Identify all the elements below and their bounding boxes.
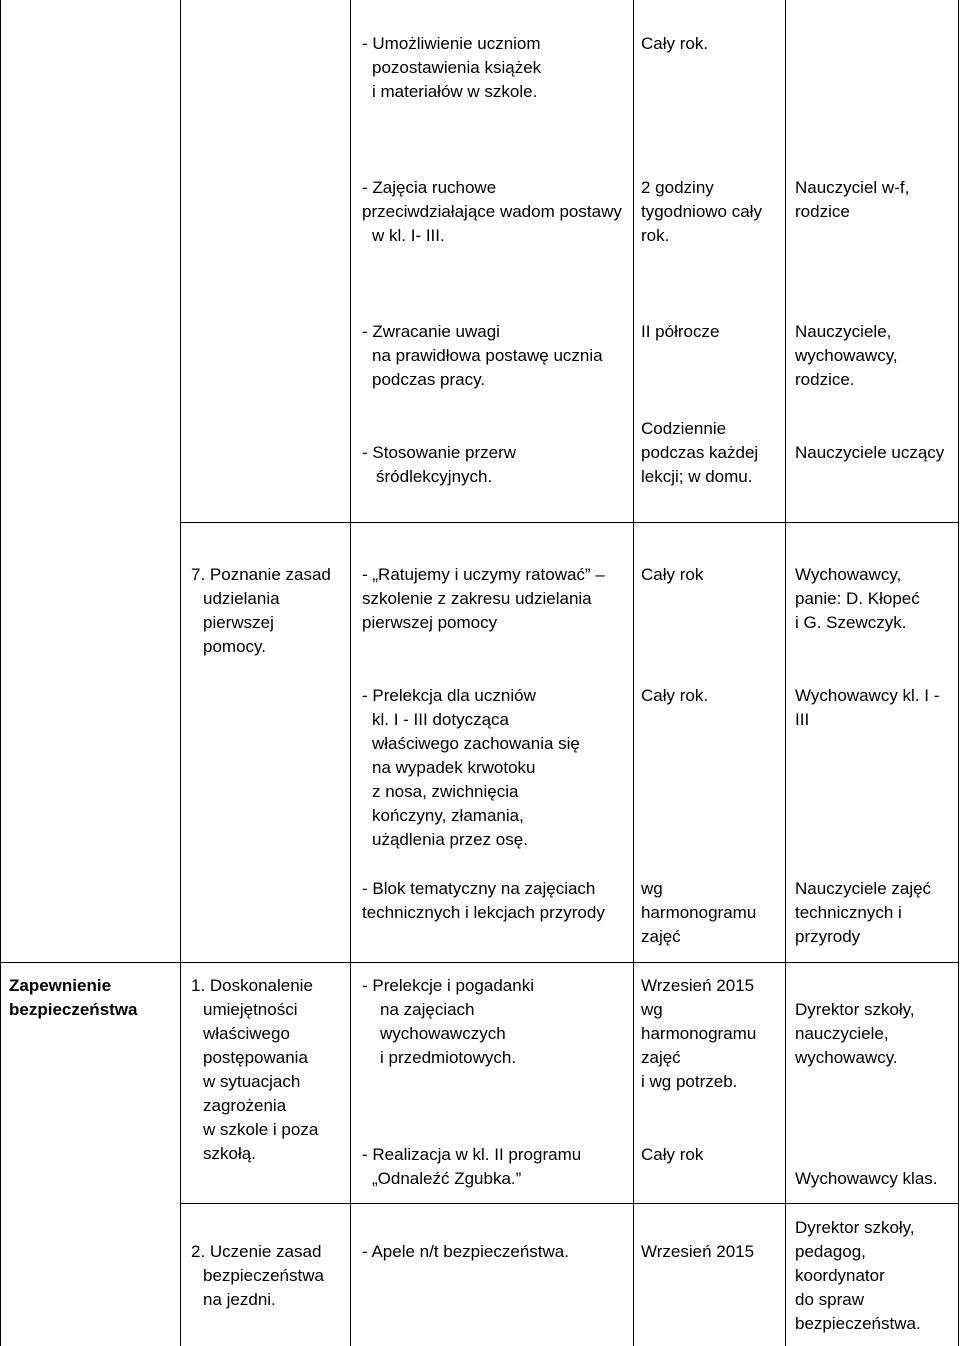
cell-line: tygodniowo cały bbox=[641, 202, 762, 221]
cell-line: 7. Poznanie zasad bbox=[191, 565, 331, 584]
cell-line: podczas każdej bbox=[641, 443, 759, 462]
table-cell-method bbox=[362, 441, 516, 489]
cell-line: zajęć bbox=[641, 927, 681, 946]
table-cell-task bbox=[191, 974, 318, 1166]
cell-line: koordynator bbox=[795, 1266, 885, 1285]
cell-line: - „Ratujemy i uczymy ratować” – bbox=[362, 565, 605, 584]
cell-line: Cały rok. bbox=[641, 34, 709, 53]
cell-line: i materiałów w szkole. bbox=[372, 82, 538, 101]
cell-line: Nauczyciele, bbox=[795, 322, 892, 341]
cell-line: z nosa, zwichnięcia bbox=[372, 782, 519, 801]
cell-line: wychowawcy, bbox=[795, 346, 898, 365]
table-cell-responsible bbox=[795, 1216, 921, 1336]
cell-line: bezpieczeństwa bbox=[203, 1266, 324, 1285]
table-cell-method bbox=[362, 1143, 581, 1191]
table-cell-responsible bbox=[795, 441, 944, 465]
cell-line: zajęć bbox=[641, 1048, 681, 1067]
column-divider-task-method bbox=[350, 0, 351, 1346]
table-cell-term bbox=[641, 1143, 703, 1167]
table-cell-responsible bbox=[795, 684, 939, 732]
cell-line: w szkole i poza bbox=[203, 1120, 319, 1139]
cell-line: „Odnaleźć Zgubka.” bbox=[372, 1169, 522, 1188]
table-cell-term bbox=[641, 320, 719, 344]
cell-line: technicznych i bbox=[795, 903, 902, 922]
cell-line: - Umożliwienie uczniom bbox=[362, 34, 541, 53]
table-cell-area bbox=[9, 974, 138, 1022]
table-cell-task bbox=[191, 1240, 324, 1312]
cell-line: harmonogramu bbox=[641, 1024, 757, 1043]
table-cell-method bbox=[362, 974, 534, 1070]
cell-line: wychowawcy. bbox=[795, 1048, 898, 1067]
cell-line: II półrocze bbox=[641, 322, 720, 341]
table-cell-responsible bbox=[795, 1143, 938, 1191]
cell-line: Wychowawcy klas. bbox=[795, 1169, 938, 1188]
cell-line: panie: D. Kłopeć bbox=[795, 589, 920, 608]
cell-line: Cały rok. bbox=[641, 686, 709, 705]
cell-line: na prawidłowa postawę ucznia bbox=[372, 346, 603, 365]
cell-line: - Stosowanie przerw bbox=[362, 443, 517, 462]
table-cell-term bbox=[641, 176, 762, 248]
cell-line: umiejętności bbox=[203, 1000, 298, 1019]
cell-line: rodzice bbox=[795, 202, 850, 221]
cell-line: 2 godziny bbox=[641, 178, 714, 197]
table-cell-method bbox=[362, 32, 541, 104]
row-divider-3 bbox=[180, 1203, 959, 1204]
cell-line: - Prelekcje i pogadanki bbox=[362, 976, 534, 995]
cell-line: - Realizacja w kl. II programu bbox=[362, 1145, 582, 1164]
cell-line: szkołą. bbox=[203, 1144, 256, 1163]
cell-line: użądlenia przez osę. bbox=[372, 830, 528, 849]
cell-line: Nauczyciel w-f, bbox=[795, 178, 910, 197]
cell-line: do spraw bbox=[795, 1290, 864, 1309]
cell-line: - Prelekcja dla uczniów bbox=[362, 686, 536, 705]
cell-line: - Zajęcia ruchowe bbox=[362, 178, 497, 197]
cell-line: pierwszej pomocy bbox=[362, 613, 498, 632]
cell-line: śródlekcyjnych. bbox=[376, 467, 493, 486]
table-cell-responsible bbox=[795, 998, 915, 1070]
cell-line: wychowawczych bbox=[380, 1024, 506, 1043]
cell-line: szkolenie z zakresu udzielania bbox=[362, 589, 592, 608]
cell-line: bezpieczeństwa. bbox=[795, 1314, 921, 1333]
table-cell-responsible bbox=[795, 320, 898, 392]
row-divider-1 bbox=[180, 522, 959, 523]
cell-line: wg bbox=[641, 1000, 663, 1019]
column-divider-method-term bbox=[633, 0, 634, 1346]
cell-line: na jezdni. bbox=[203, 1290, 276, 1309]
cell-line: Wrzesień 2015 bbox=[641, 1242, 755, 1261]
cell-line: na wypadek krwotoku bbox=[372, 758, 536, 777]
column-divider-term-resp bbox=[785, 0, 786, 1346]
table-cell-term bbox=[641, 32, 708, 56]
table-right-border bbox=[958, 0, 959, 1346]
cell-line: Nauczyciele zajęć bbox=[795, 879, 932, 898]
cell-line: technicznych i lekcjach przyrody bbox=[362, 903, 605, 922]
cell-line: Dyrektor szkoły, bbox=[795, 1000, 915, 1019]
cell-line: - Blok tematyczny na zajęciach bbox=[362, 879, 596, 898]
cell-line: pierwszej bbox=[203, 613, 274, 632]
table-cell-task bbox=[191, 563, 331, 659]
row-divider-2 bbox=[0, 962, 959, 963]
cell-line: - Zwracanie uwagi bbox=[362, 322, 500, 341]
cell-line: Zapewnienie bbox=[9, 976, 112, 995]
table-cell-method bbox=[362, 877, 605, 925]
cell-line: w sytuacjach bbox=[203, 1072, 301, 1091]
cell-line: Wychowawcy kl. I - bbox=[795, 686, 940, 705]
table-cell-method bbox=[362, 684, 580, 852]
cell-line: przyrody bbox=[795, 927, 861, 946]
table-cell-method bbox=[362, 563, 605, 635]
cell-line: bezpieczeństwa bbox=[9, 1000, 138, 1019]
cell-line: zagrożenia bbox=[203, 1096, 287, 1115]
cell-line: kończyny, złamania, bbox=[372, 806, 524, 825]
table-cell-responsible bbox=[795, 563, 920, 635]
table-cell-responsible bbox=[795, 176, 909, 224]
cell-line: przeciwdziałające wadom postawy bbox=[362, 202, 622, 221]
cell-line: 1. Doskonalenie bbox=[191, 976, 313, 995]
cell-line: Dyrektor szkoły, bbox=[795, 1218, 915, 1237]
table-left-border bbox=[0, 0, 1, 1346]
table-cell-term bbox=[641, 974, 756, 1094]
cell-line: Cały rok bbox=[641, 565, 704, 584]
cell-line: - Apele n/t bezpieczeństwa. bbox=[362, 1242, 569, 1261]
cell-line: i wg potrzeb. bbox=[641, 1072, 738, 1091]
cell-line: harmonogramu bbox=[641, 903, 757, 922]
cell-line: pozostawienia książek bbox=[372, 58, 542, 77]
table-cell-term bbox=[641, 417, 758, 489]
table-cell-term bbox=[641, 877, 756, 949]
cell-line: właściwego bbox=[203, 1024, 290, 1043]
table-cell-term bbox=[641, 563, 703, 587]
cell-line: Cały rok bbox=[641, 1145, 704, 1164]
cell-line: i G. Szewczyk. bbox=[795, 613, 907, 632]
cell-line: w kl. I- III. bbox=[372, 226, 445, 245]
cell-line: Nauczyciele uczący bbox=[795, 443, 945, 462]
cell-line: kl. I - III dotycząca bbox=[372, 710, 509, 729]
cell-line: pomocy. bbox=[203, 637, 266, 656]
table-cell-method bbox=[362, 176, 622, 248]
cell-line: postępowania bbox=[203, 1048, 308, 1067]
cell-line: i przedmiotowych. bbox=[380, 1048, 517, 1067]
cell-line: właściwego zachowania się bbox=[372, 734, 580, 753]
cell-line: III bbox=[795, 710, 810, 729]
cell-line: podczas pracy. bbox=[372, 370, 486, 389]
cell-line: rodzice. bbox=[795, 370, 855, 389]
table-cell-method bbox=[362, 1240, 569, 1264]
cell-line: rok. bbox=[641, 226, 670, 245]
cell-line: na zajęciach bbox=[380, 1000, 475, 1019]
cell-line: nauczyciele, bbox=[795, 1024, 889, 1043]
table-cell-term bbox=[641, 684, 708, 708]
column-divider-area-task bbox=[180, 0, 181, 1346]
cell-line bbox=[795, 1143, 938, 1167]
cell-line: lekcji; w domu. bbox=[641, 467, 753, 486]
cell-line: Wrzesień 2015 bbox=[641, 976, 755, 995]
cell-line: Codziennie bbox=[641, 419, 727, 438]
cell-line: wg bbox=[641, 879, 663, 898]
cell-line: udzielania bbox=[203, 589, 280, 608]
cell-line: 2. Uczenie zasad bbox=[191, 1242, 322, 1261]
cell-line: pedagog, bbox=[795, 1242, 866, 1261]
table-cell-responsible bbox=[795, 877, 931, 949]
table-cell-method bbox=[362, 320, 603, 392]
cell-line: Wychowawcy, bbox=[795, 565, 902, 584]
table-cell-term bbox=[641, 1240, 754, 1264]
